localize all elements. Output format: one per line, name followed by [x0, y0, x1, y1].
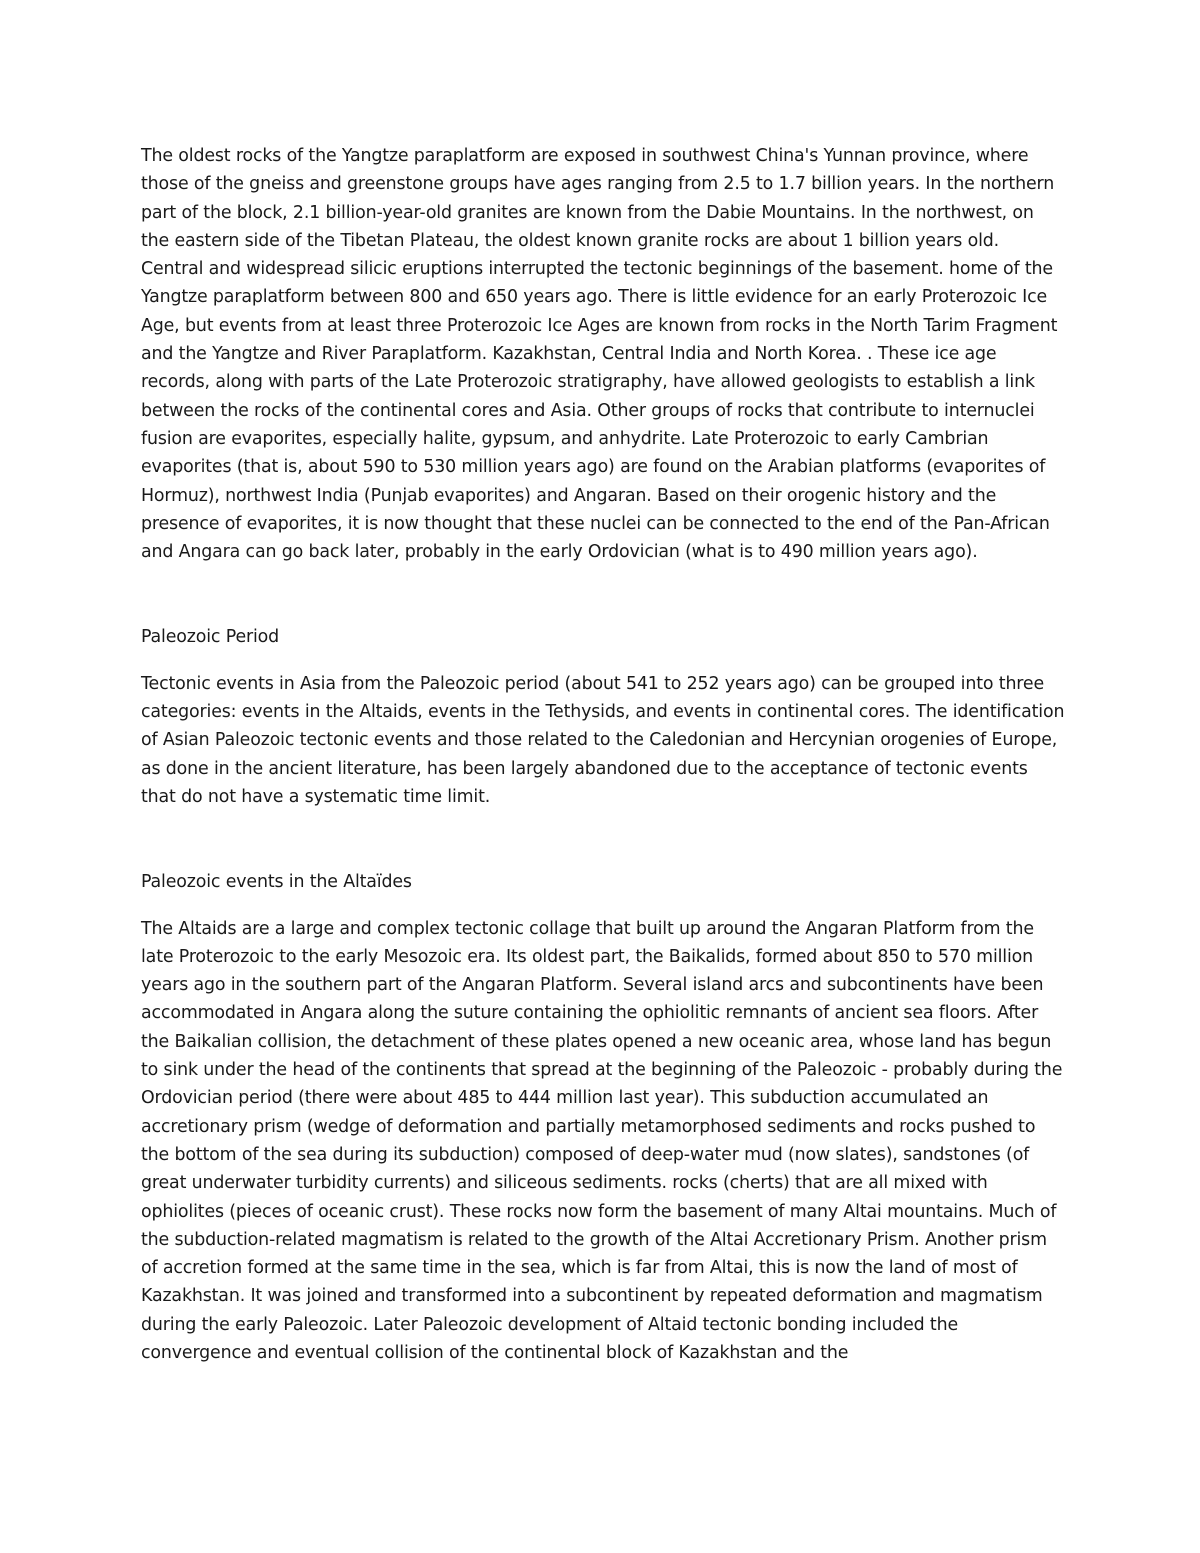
section-heading-altaides: Paleozoic events in the Altaïdes — [141, 872, 412, 893]
document-body — [141, 142, 1066, 1367]
altaides-paragraph: The Altaids are a large and complex tectonic collage that built up around the Angaran Platform from the late Proterozoic to the early Mesozoic era. Its oldest part, the Baikalids, formed about 850 to 570 million years ago in the southern part of the Angaran Platform. Several island arcs and subcontinents have been accommodated in Angara along the suture containing the ophiolitic remnants of ancient sea floors. After the Baikalian collision, the detachment of these plates opened a new oceanic area, whose land has begun to sink under the head of the continents that spread at the beginning of the Paleozoic - probably during the Ordovician period (there were about 485 to 444 million last year). This subduction accumulated an accretionary prism (wedge of deformation and partially metamorphosed sediments and rocks pushed to the bottom of the sea during its subduction) composed of deep-water mud (now slates), sandstones (of great underwater turbidity currents) and siliceous sediments. rocks (cherts) that are all mixed with ophiolites (pieces of oceanic crust). These rocks now form the basement of many Altai mountains. Much of the subduction-related magmatism is related to the growth of the Altai Accretionary Prism. Another prism of accretion formed at the same time in the sea, which is far from Altai, this is now the land of most of Kazakhstan. It was joined and transformed into a subcontinent by repeated deformation and magmatism during the early Paleozoic. Later Paleozoic development of Altaid tectonic bonding included the convergence and eventual collision of the continental block of Kazakhstan and the — [141, 918, 1063, 1363]
paleozoic-period-paragraph: Tectonic events in Asia from the Paleozoic period (about 541 to 252 years ago) can be grouped into three categories: events in the Altaids, events in the Tethysids, and events in continental cores. The identification of Asian Paleozoic tectonic events and those related to the Caledonian and Hercynian orogenies of Europe, as done in the ancient literature, has been largely abandoned due to the acceptance of tectonic events that do not have a systematic time limit. — [141, 673, 1065, 807]
section-heading-paleozoic-period: Paleozoic Period — [141, 627, 280, 648]
intro-paragraph: The oldest rocks of the Yangtze paraplatform are exposed in southwest China's Yunnan province, where those of the gneiss and greenstone groups have ages ranging from 2.5 to 1.7 billion years. In the northern part of the block, 2.1 billion-year-old granites are known from the Dabie Mountains. In the northwest, on the eastern side of the Tibetan Plateau, the oldest known granite rocks are about 1 billion years old. Central and widespread silicic eruptions interrupted the tectonic beginnings of the basement. home of the Yangtze paraplatform between 800 and 650 years ago. There is little evidence for an early Proterozoic Ice Age, but events from at least three Proterozoic Ice Ages are known from rocks in the North Tarim Fragment and the Yangtze and River Paraplatform. Kazakhstan, Central India and North Korea. . These ice age records, along with parts of the Late Proterozoic stratigraphy, have allowed geologists to establish a link between the rocks of the continental cores and Asia. Other groups of rocks that contribute to internuclei fusion are evaporites, especially halite, gypsum, and anhydrite. Late Proterozoic to early Cambrian evaporites (that is, about 590 to 530 million years ago) are found on the Arabian platforms (evaporites of Hormuz), northwest India (Punjab evaporites) and Angaran. Based on their orogenic history and the presence of evaporites, it is now thought that these nuclei can be connected to the end of the Pan-African and Angara can go back later, probably in the early Ordovician (what is to 490 million years ago). — [141, 146, 1058, 563]
